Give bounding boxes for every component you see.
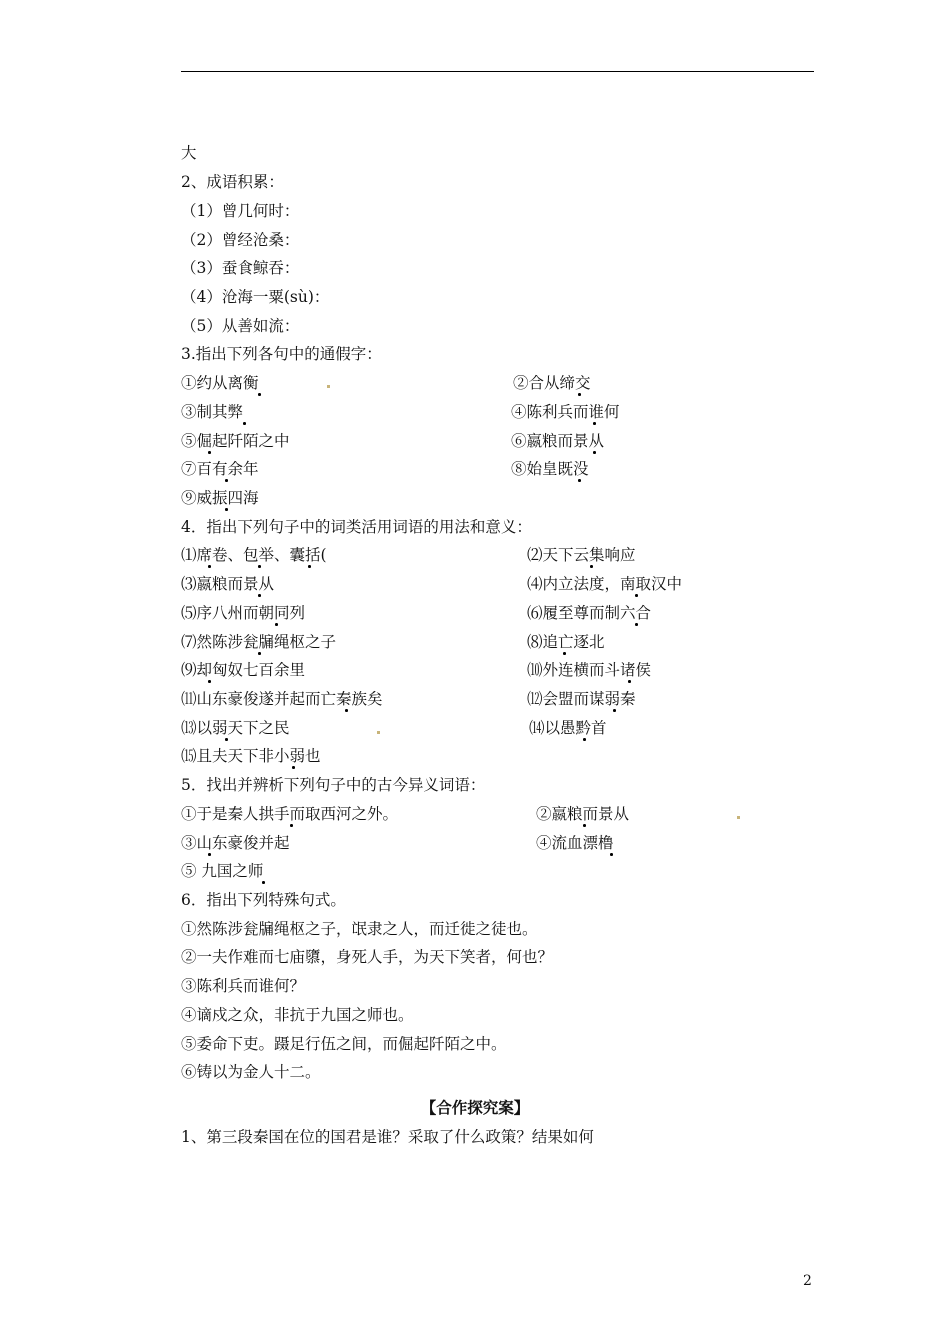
section-idioms-title: 2、成语积累： xyxy=(181,173,284,191)
idiom-item-4: （4）沧海一粟(sù)： xyxy=(181,288,330,306)
q4-item: ⑺然陈涉瓮牖绳枢之子 xyxy=(181,633,337,651)
q6-item: ④谪戍之众，非抗于九国之师也。 xyxy=(181,1006,414,1024)
q3-item: ⑧始皇既没 xyxy=(511,460,589,478)
emphasis-dot xyxy=(635,594,638,597)
q3-item: ②合从缔交 xyxy=(513,374,591,392)
q5-item: ③山东豪俊并起 xyxy=(181,834,290,852)
q5-item: ⑤ 九国之师 xyxy=(181,862,264,880)
idiom-item-5: （5）从善如流： xyxy=(181,317,300,335)
page-number: 2 xyxy=(803,1273,812,1289)
emphasis-dot xyxy=(208,451,211,454)
idiom-item-3: （3）蚕食鲸吞： xyxy=(181,259,300,277)
q4-item: ⑾山东豪俊遂并起而亡秦族矣 xyxy=(181,690,383,708)
q3-item: ④陈利兵而谁何 xyxy=(511,403,620,421)
q4-item: ⑿会盟而谋弱秦 xyxy=(527,690,636,708)
scan-speck xyxy=(737,816,740,819)
emphasis-dot xyxy=(563,652,566,655)
emphasis-dot xyxy=(635,623,638,626)
emphasis-dot xyxy=(258,594,261,597)
idiom-item-2: （2）曾经沧桑： xyxy=(181,231,300,249)
emphasis-dot xyxy=(308,565,311,568)
emphasis-dot xyxy=(610,853,613,856)
top-fragment: 大 xyxy=(181,144,197,162)
q4-item: ⒂且夫天下非小弱也 xyxy=(181,747,321,765)
emphasis-dot xyxy=(225,508,228,511)
emphasis-dot xyxy=(258,565,261,568)
cooperation-heading: 【合作探究案】 xyxy=(420,1098,530,1117)
emphasis-dot xyxy=(628,680,631,683)
emphasis-dot xyxy=(225,738,228,741)
q4-item: ⒁以愚黔首 xyxy=(529,719,607,737)
q4-item: ⑷内立法度，南取汉中 xyxy=(527,575,683,593)
q3-item: ⑦百有余年 xyxy=(181,460,259,478)
q6-item: ③陈利兵而谁何？ xyxy=(181,977,306,995)
section-ancient-modern-title: 5．找出并辨析下列句子中的古今异义词语： xyxy=(181,776,486,794)
q4-item: ⒀以弱天下之民 xyxy=(181,719,290,737)
emphasis-dot xyxy=(275,623,278,626)
emphasis-dot xyxy=(345,709,348,712)
q3-item: ①约从离衡 xyxy=(181,374,259,392)
q4-item: ⑽外连横而斗诸侯 xyxy=(527,661,652,679)
q3-item: ③制其弊 xyxy=(181,403,244,421)
q6-item: ⑥铸以为金人十二。 xyxy=(181,1063,321,1081)
q3-item: ⑤倔起阡陌之中 xyxy=(181,432,290,450)
q5-item: ②嬴粮而景从 xyxy=(536,805,630,823)
q4-item: ⑹履至尊而制六合 xyxy=(527,604,652,622)
q6-item: ①然陈涉瓮牖绳枢之子，氓隶之人，而迁徙之徒也。 xyxy=(181,920,538,938)
q4-item: ⑶嬴粮而景从 xyxy=(181,575,275,593)
emphasis-dot xyxy=(262,881,265,884)
emphasis-dot xyxy=(258,393,261,396)
section-special-sentence-title: 6．指出下列特殊句式。 xyxy=(181,891,346,909)
emphasis-dot xyxy=(208,853,211,856)
q3-item: ⑨威振四海 xyxy=(181,489,259,507)
q4-item: ⑴席卷、包举、囊括( xyxy=(181,546,327,564)
q6-item: ⑤委命下吏。蹑足行伍之间，而倔起阡陌之中。 xyxy=(181,1035,507,1053)
emphasis-dot xyxy=(593,451,596,454)
section-word-usage-title: 4．指出下列句子中的词类活用词语的用法和意义： xyxy=(181,518,532,536)
emphasis-dot xyxy=(593,422,596,425)
emphasis-dot xyxy=(243,422,246,425)
section-tongjia-title: 3.指出下列各句中的通假字： xyxy=(181,345,382,363)
emphasis-dot xyxy=(583,738,586,741)
cooperation-question-1: 1、第三段秦国在位的国君是谁？采取了什么政策？结果如何 xyxy=(181,1128,594,1146)
q4-item: ⑼却匈奴七百余里 xyxy=(181,661,306,679)
emphasis-dot xyxy=(578,479,581,482)
q4-item: ⑵天下云集响应 xyxy=(527,546,636,564)
q5-item: ①于是秦人拱手而取西河之外。 xyxy=(181,805,399,823)
emphasis-dot xyxy=(208,680,211,683)
emphasis-dot xyxy=(292,766,295,769)
header-rule xyxy=(181,71,814,72)
emphasis-dot xyxy=(613,709,616,712)
emphasis-dot xyxy=(290,824,293,827)
emphasis-dot xyxy=(225,479,228,482)
q3-item: ⑥嬴粮而景从 xyxy=(511,432,605,450)
scan-speck xyxy=(377,731,380,734)
q4-item: ⑸序八州而朝同列 xyxy=(181,604,306,622)
emphasis-dot xyxy=(578,393,581,396)
idiom-item-1: （1）曾几何时： xyxy=(181,202,300,220)
q6-item: ②一夫作难而七庙隳，身死人手，为天下笑者，何也？ xyxy=(181,948,554,966)
emphasis-dot xyxy=(583,824,586,827)
emphasis-dot xyxy=(258,652,261,655)
emphasis-dot xyxy=(590,565,593,568)
emphasis-dot xyxy=(208,565,211,568)
scan-speck xyxy=(327,385,330,388)
q5-item: ④流血漂橹 xyxy=(536,834,614,852)
q4-item: ⑻追亡逐北 xyxy=(527,633,605,651)
